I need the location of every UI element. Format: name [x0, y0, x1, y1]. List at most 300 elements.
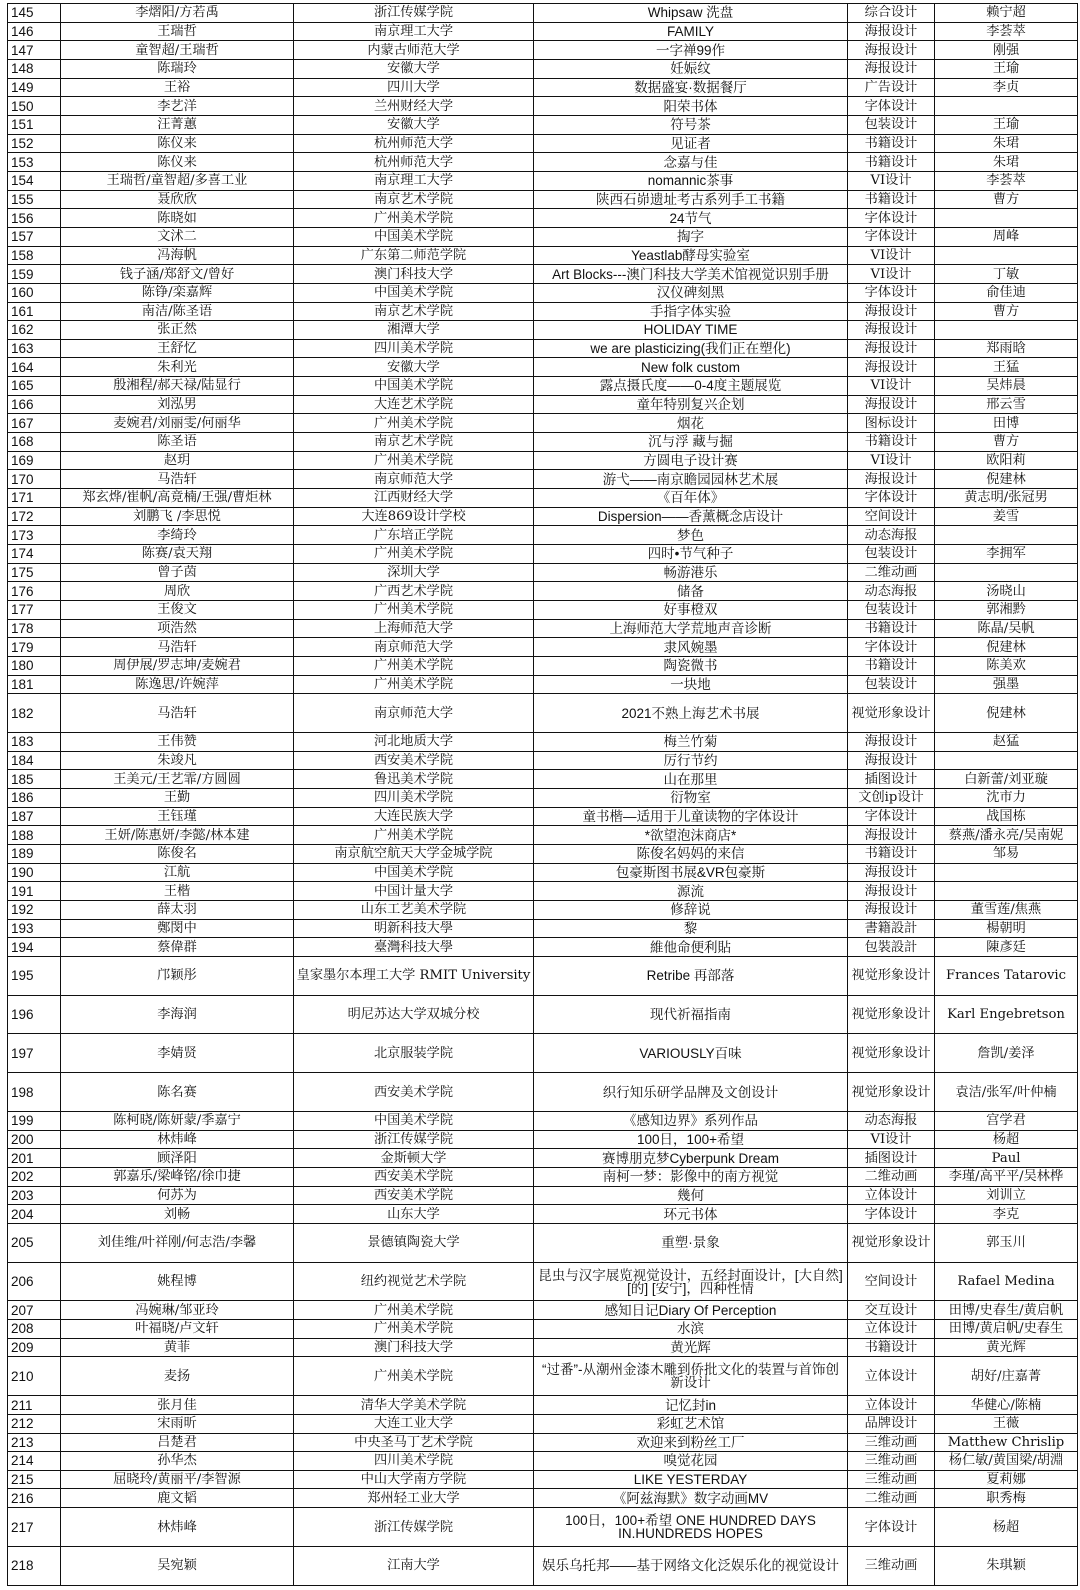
author-cell: 刘泓男	[61, 395, 294, 414]
advisor-cell: 赵猛	[935, 733, 1078, 752]
row-number: 194	[8, 938, 61, 957]
table-row	[8, 1357, 1078, 1396]
row-number: 165	[8, 377, 61, 396]
row-number: 167	[8, 414, 61, 433]
row-number: 196	[8, 995, 61, 1034]
school-cell: 安徽大学	[294, 59, 534, 78]
table-row	[8, 844, 1078, 863]
school-cell: 西安美术学院	[294, 1186, 534, 1205]
table-row	[8, 882, 1078, 901]
category-cell: 立体设计	[848, 1396, 935, 1415]
advisor-cell: 杨超	[935, 1130, 1078, 1149]
author-cell: 周伊展/罗志坤/麦婉君	[61, 656, 294, 675]
school-cell: 广东第二师范学院	[294, 246, 534, 265]
row-number: 172	[8, 507, 61, 526]
category-cell: 书籍设计	[848, 134, 935, 153]
author-cell: 陈仪来	[61, 153, 294, 172]
school-cell: 内蒙古师范大学	[294, 41, 534, 60]
category-cell: 立体设计	[848, 1186, 935, 1205]
category-cell: 视觉形象设计	[848, 956, 935, 995]
category-cell: 海报设计	[848, 321, 935, 340]
advisor-cell: 倪建林	[935, 694, 1078, 733]
award-table	[7, 3, 1078, 1586]
author-cell: 郑玄烨/崔帆/高竟楠/王强/曹炬林	[61, 489, 294, 508]
row-number: 173	[8, 526, 61, 545]
author-cell: 刘佳维/叶祥刚/何志浩/李馨	[61, 1223, 294, 1262]
table-row	[8, 22, 1078, 41]
table-row	[8, 171, 1078, 190]
row-number: 217	[8, 1508, 61, 1547]
work-title-cell: 嗅觉花园	[534, 1452, 848, 1471]
school-cell: 上海师范大学	[294, 619, 534, 638]
table-row	[8, 1508, 1078, 1547]
author-cell: 陈俊名	[61, 844, 294, 863]
row-number: 210	[8, 1357, 61, 1396]
school-cell: 南京理工大学	[294, 171, 534, 190]
school-cell: 澳门科技大学	[294, 265, 534, 284]
advisor-cell: Frances Tatarovic	[935, 956, 1078, 995]
work-title-cell: 环元书体	[534, 1205, 848, 1224]
work-title-cell: 沉与浮 藏与掘	[534, 433, 848, 452]
work-title-cell: 陈俊名妈妈的来信	[534, 844, 848, 863]
table-row	[8, 545, 1078, 564]
advisor-cell: 丁敏	[935, 265, 1078, 284]
school-cell: 景德镇陶瓷大学	[294, 1223, 534, 1262]
category-cell: 书籍设计	[848, 153, 935, 172]
work-title-cell: 100日，100+希望 ONE HUNDRED DAYS IN.HUNDREDS HOPES	[534, 1508, 848, 1547]
row-number: 147	[8, 41, 61, 60]
work-title-cell: 赛博朋克梦Cyberpunk Dream	[534, 1149, 848, 1168]
category-cell: 字体设计	[848, 1508, 935, 1547]
school-cell: 大连869设计学校	[294, 507, 534, 526]
school-cell: 山东大学	[294, 1205, 534, 1224]
advisor-cell	[935, 751, 1078, 770]
row-number: 154	[8, 171, 61, 190]
school-cell: 中国美术学院	[294, 283, 534, 302]
advisor-cell	[935, 321, 1078, 340]
author-cell: 王妍/陈惠妍/李懿/林本建	[61, 826, 294, 845]
author-cell: 孙华杰	[61, 1452, 294, 1471]
row-number: 164	[8, 358, 61, 377]
table-row	[8, 995, 1078, 1034]
advisor-cell: Matthew Chrislip	[935, 1433, 1078, 1452]
table-row	[8, 470, 1078, 489]
school-cell: 南京艺术学院	[294, 190, 534, 209]
advisor-cell: 沈市力	[935, 789, 1078, 808]
table-row	[8, 638, 1078, 657]
school-cell: 北京服装学院	[294, 1034, 534, 1073]
advisor-cell: 倪建林	[935, 638, 1078, 657]
table-row	[8, 1452, 1078, 1471]
advisor-cell: 郑雨晗	[935, 339, 1078, 358]
work-title-cell: 畅游港乐	[534, 563, 848, 582]
author-cell: 宋雨昕	[61, 1414, 294, 1433]
work-title-cell: 手指字体实验	[534, 302, 848, 321]
table-row	[8, 1073, 1078, 1112]
author-cell: 陈铮/栾嘉辉	[61, 283, 294, 302]
category-cell: 書籍設計	[848, 919, 935, 938]
row-number: 186	[8, 789, 61, 808]
category-cell: 视觉形象设计	[848, 1034, 935, 1073]
work-title-cell: 2021不熟上海艺术书展	[534, 694, 848, 733]
work-title-cell: New folk custom	[534, 358, 848, 377]
school-cell: 大连艺术学院	[294, 395, 534, 414]
work-title-cell: HOLIDAY TIME	[534, 321, 848, 340]
table-row	[8, 770, 1078, 789]
table-row	[8, 1130, 1078, 1149]
work-title-cell: 方圆电子设计赛	[534, 451, 848, 470]
school-cell: 山东工艺美术学院	[294, 900, 534, 919]
advisor-cell: 李拥军	[935, 545, 1078, 564]
table-row	[8, 619, 1078, 638]
advisor-cell	[935, 563, 1078, 582]
category-cell: 海报设计	[848, 358, 935, 377]
table-row	[8, 1470, 1078, 1489]
row-number: 211	[8, 1396, 61, 1415]
row-number: 209	[8, 1338, 61, 1357]
row-number: 200	[8, 1130, 61, 1149]
school-cell: 浙江传媒学院	[294, 1130, 534, 1149]
school-cell: 金斯顿大学	[294, 1149, 534, 1168]
category-cell: 海报设计	[848, 900, 935, 919]
author-cell: 冯婉琳/邹亚玲	[61, 1301, 294, 1320]
table-row	[8, 526, 1078, 545]
author-cell: 李海润	[61, 995, 294, 1034]
work-title-cell: 陶瓷微书	[534, 656, 848, 675]
advisor-cell: 李瑾/高平平/吴林桦	[935, 1167, 1078, 1186]
work-title-cell: 织行知乐研学品牌及文创设计	[534, 1073, 848, 1112]
table-row	[8, 601, 1078, 620]
row-number: 153	[8, 153, 61, 172]
category-cell: 二维动画	[848, 1489, 935, 1508]
category-cell: 三维动画	[848, 1470, 935, 1489]
category-cell: 海报设计	[848, 302, 935, 321]
school-cell: 深圳大学	[294, 563, 534, 582]
row-number: 213	[8, 1433, 61, 1452]
table-row	[8, 675, 1078, 694]
row-number: 203	[8, 1186, 61, 1205]
advisor-cell: 赖宁超	[935, 4, 1078, 23]
category-cell: 海报设计	[848, 395, 935, 414]
advisor-cell: 胡好/庄嘉菁	[935, 1357, 1078, 1396]
author-cell: 朱利光	[61, 358, 294, 377]
work-title-cell: 《感知边界》系列作品	[534, 1111, 848, 1130]
school-cell: 广西艺术学院	[294, 582, 534, 601]
work-title-cell: 汉仪碑刻黑	[534, 283, 848, 302]
category-cell: 广告设计	[848, 78, 935, 97]
advisor-cell: 周峰	[935, 227, 1078, 246]
school-cell: 西安美术学院	[294, 751, 534, 770]
advisor-cell: 王瑜	[935, 115, 1078, 134]
category-cell: 字体设计	[848, 638, 935, 657]
category-cell: 动态海报	[848, 1111, 935, 1130]
row-number: 160	[8, 283, 61, 302]
table-row	[8, 807, 1078, 826]
category-cell: 包装设计	[848, 675, 935, 694]
category-cell: 海报设计	[848, 470, 935, 489]
school-cell: 四川美术学院	[294, 789, 534, 808]
table-row	[8, 41, 1078, 60]
author-cell: 张月佳	[61, 1396, 294, 1415]
school-cell: 皇家墨尔本理工大学 RMIT University	[294, 956, 534, 995]
category-cell: 二维动画	[848, 563, 935, 582]
table-row	[8, 694, 1078, 733]
table-row	[8, 321, 1078, 340]
row-number: 191	[8, 882, 61, 901]
table-row	[8, 863, 1078, 882]
row-number: 208	[8, 1320, 61, 1339]
category-cell: 海报设计	[848, 41, 935, 60]
row-number: 214	[8, 1452, 61, 1471]
author-cell: 陈柯晓/陈妍蒙/季嘉宁	[61, 1111, 294, 1130]
work-title-cell: 《阿兹海默》数字动画MV	[534, 1489, 848, 1508]
work-title-cell: 童书楷—适用于儿童读物的字体设计	[534, 807, 848, 826]
advisor-cell: 邹易	[935, 844, 1078, 863]
table-row	[8, 414, 1078, 433]
advisor-cell: 朱琪颖	[935, 1546, 1078, 1585]
row-number: 199	[8, 1111, 61, 1130]
author-cell: 王舒忆	[61, 339, 294, 358]
row-number: 184	[8, 751, 61, 770]
school-cell: 安徽大学	[294, 115, 534, 134]
row-number: 183	[8, 733, 61, 752]
category-cell: 空间设计	[848, 507, 935, 526]
advisor-cell: 强墨	[935, 675, 1078, 694]
school-cell: 兰州财经大学	[294, 97, 534, 116]
author-cell: 林炜峰	[61, 1508, 294, 1547]
row-number: 146	[8, 22, 61, 41]
category-cell: 动态海报	[848, 582, 935, 601]
author-cell: 李婧贤	[61, 1034, 294, 1073]
work-title-cell: 掏字	[534, 227, 848, 246]
category-cell: 品牌设计	[848, 1414, 935, 1433]
row-number: 157	[8, 227, 61, 246]
school-cell: 江西财经大学	[294, 489, 534, 508]
category-cell: 视觉形象设计	[848, 1223, 935, 1262]
work-title-cell: 童年特别复兴企划	[534, 395, 848, 414]
work-title-cell: 数据盛宴·数据餐厅	[534, 78, 848, 97]
table-row	[8, 919, 1078, 938]
advisor-cell: 郭玉川	[935, 1223, 1078, 1262]
work-title-cell: 烟花	[534, 414, 848, 433]
author-cell: 南洁/陈圣语	[61, 302, 294, 321]
table-row	[8, 826, 1078, 845]
advisor-cell: Rafael Medina	[935, 1262, 1078, 1301]
author-cell: 陈逸思/许婉萍	[61, 675, 294, 694]
advisor-cell: 陈美欢	[935, 656, 1078, 675]
category-cell: 海报设计	[848, 59, 935, 78]
category-cell: 海报设计	[848, 826, 935, 845]
category-cell: 插图设计	[848, 770, 935, 789]
category-cell: 立体设计	[848, 1357, 935, 1396]
advisor-cell: 华健心/陈楠	[935, 1396, 1078, 1415]
advisor-cell: 田博	[935, 414, 1078, 433]
advisor-cell: 蔡燕/潘永亮/吴南妮	[935, 826, 1078, 845]
row-number: 198	[8, 1073, 61, 1112]
school-cell: 江南大学	[294, 1546, 534, 1585]
work-title-cell: 记忆封in	[534, 1396, 848, 1415]
category-cell: 交互设计	[848, 1301, 935, 1320]
school-cell: 南京艺术学院	[294, 302, 534, 321]
row-number: 179	[8, 638, 61, 657]
work-title-cell: Yeastlab酵母实验室	[534, 246, 848, 265]
work-title-cell: 重塑·景象	[534, 1223, 848, 1262]
table-row	[8, 190, 1078, 209]
row-number: 218	[8, 1546, 61, 1585]
advisor-cell: 黄志明/张冠男	[935, 489, 1078, 508]
advisor-cell: 王瑜	[935, 59, 1078, 78]
table-row	[8, 302, 1078, 321]
table-row	[8, 1546, 1078, 1585]
work-title-cell: 修辞说	[534, 900, 848, 919]
work-title-cell: “过番”-从潮州金漆木雕到侨批文化的装置与首饰创新设计	[534, 1357, 848, 1396]
author-cell: 麦扬	[61, 1357, 294, 1396]
work-title-cell: Dispersion——香薰概念店设计	[534, 507, 848, 526]
row-number: 166	[8, 395, 61, 414]
category-cell: 视觉形象设计	[848, 1073, 935, 1112]
category-cell: 字体设计	[848, 807, 935, 826]
school-cell: 安徽大学	[294, 358, 534, 377]
row-number: 207	[8, 1301, 61, 1320]
work-title-cell: Retribe 再部落	[534, 956, 848, 995]
table-row	[8, 433, 1078, 452]
advisor-cell: 李贞	[935, 78, 1078, 97]
award-table-body	[8, 4, 1078, 1586]
school-cell: 广州美术学院	[294, 601, 534, 620]
advisor-cell: Paul	[935, 1149, 1078, 1168]
advisor-cell: 楊朝明	[935, 919, 1078, 938]
school-cell: 杭州师范大学	[294, 134, 534, 153]
category-cell: 三维动画	[848, 1546, 935, 1585]
table-row	[8, 265, 1078, 284]
author-cell: 项浩然	[61, 619, 294, 638]
row-number: 158	[8, 246, 61, 265]
table-row	[8, 656, 1078, 675]
row-number: 185	[8, 770, 61, 789]
advisor-cell: 王猛	[935, 358, 1078, 377]
category-cell: 综合设计	[848, 4, 935, 23]
row-number: 178	[8, 619, 61, 638]
row-number: 155	[8, 190, 61, 209]
advisor-cell: 杨超	[935, 1508, 1078, 1547]
row-number: 150	[8, 97, 61, 116]
category-cell: 书籍设计	[848, 656, 935, 675]
row-number: 149	[8, 78, 61, 97]
school-cell: 南京师范大学	[294, 470, 534, 489]
author-cell: 吴宛颖	[61, 1546, 294, 1585]
row-number: 205	[8, 1223, 61, 1262]
category-cell: 字体设计	[848, 489, 935, 508]
work-title-cell: 包豪斯图书展&VR包豪斯	[534, 863, 848, 882]
advisor-cell	[935, 882, 1078, 901]
category-cell: 海报设计	[848, 882, 935, 901]
row-number: 171	[8, 489, 61, 508]
category-cell: 书籍设计	[848, 844, 935, 863]
school-cell: 南京师范大学	[294, 694, 534, 733]
row-number: 148	[8, 59, 61, 78]
table-row	[8, 1223, 1078, 1262]
work-title-cell: 衍物室	[534, 789, 848, 808]
row-number: 152	[8, 134, 61, 153]
author-cell: 王瑞哲	[61, 22, 294, 41]
work-title-cell: 游弋——南京瞻园园林艺术展	[534, 470, 848, 489]
advisor-cell: 袁洁/张军/叶仲楠	[935, 1073, 1078, 1112]
author-cell: 吕楚君	[61, 1433, 294, 1452]
table-row	[8, 395, 1078, 414]
school-cell: 广州美术学院	[294, 209, 534, 228]
author-cell: 鹿文韬	[61, 1489, 294, 1508]
table-row	[8, 227, 1078, 246]
table-row	[8, 358, 1078, 377]
category-cell: VI设计	[848, 451, 935, 470]
row-number: 182	[8, 694, 61, 733]
table-row	[8, 1149, 1078, 1168]
work-title-cell: LIKE YESTERDAY	[534, 1470, 848, 1489]
author-cell: 顾泽阳	[61, 1149, 294, 1168]
author-cell: 鄭閔中	[61, 919, 294, 938]
row-number: 189	[8, 844, 61, 863]
table-row	[8, 377, 1078, 396]
table-row	[8, 78, 1078, 97]
work-title-cell: 南柯一梦：影像中的南方视觉	[534, 1167, 848, 1186]
row-number: 159	[8, 265, 61, 284]
school-cell: 臺灣科技大學	[294, 938, 534, 957]
category-cell: 书籍设计	[848, 619, 935, 638]
advisor-cell: 曹方	[935, 433, 1078, 452]
category-cell: 海报设计	[848, 22, 935, 41]
school-cell: 南京艺术学院	[294, 433, 534, 452]
work-title-cell: nomannic茶事	[534, 171, 848, 190]
work-title-cell: 念嘉与佳	[534, 153, 848, 172]
advisor-cell	[935, 246, 1078, 265]
row-number: 202	[8, 1167, 61, 1186]
row-number: 201	[8, 1149, 61, 1168]
author-cell: 陈赛/袁天翔	[61, 545, 294, 564]
advisor-cell: 陈晶/吴帆	[935, 619, 1078, 638]
author-cell: 童智超/王瑞哲	[61, 41, 294, 60]
category-cell: 视觉形象设计	[848, 995, 935, 1034]
table-row	[8, 582, 1078, 601]
row-number: 197	[8, 1034, 61, 1073]
work-title-cell: 一字禅99作	[534, 41, 848, 60]
school-cell: 西安美术学院	[294, 1073, 534, 1112]
row-number: 215	[8, 1470, 61, 1489]
author-cell: 钱子涵/郑舒文/曾好	[61, 265, 294, 284]
row-number: 175	[8, 563, 61, 582]
table-row	[8, 1320, 1078, 1339]
school-cell: 广州美术学院	[294, 1301, 534, 1320]
table-row	[8, 938, 1078, 957]
work-title-cell: 阳荣书体	[534, 97, 848, 116]
table-row	[8, 1111, 1078, 1130]
category-cell: 文创ip设计	[848, 789, 935, 808]
row-number: 193	[8, 919, 61, 938]
school-cell: 四川美术学院	[294, 339, 534, 358]
work-title-cell: 隶风婉墨	[534, 638, 848, 657]
work-title-cell: we are plasticizing(我们正在塑化)	[534, 339, 848, 358]
work-title-cell: 梅兰竹菊	[534, 733, 848, 752]
author-cell: 王瑞哲/童智超/多喜工业	[61, 171, 294, 190]
category-cell: VI设计	[848, 377, 935, 396]
author-cell: 江航	[61, 863, 294, 882]
author-cell: 陈仪来	[61, 134, 294, 153]
author-cell: 马浩轩	[61, 694, 294, 733]
school-cell: 杭州师范大学	[294, 153, 534, 172]
row-number: 169	[8, 451, 61, 470]
advisor-cell: 黄光辉	[935, 1338, 1078, 1357]
work-title-cell: 陕西石峁遗址考古系列手工书籍	[534, 190, 848, 209]
school-cell: 浙江传媒学院	[294, 4, 534, 23]
